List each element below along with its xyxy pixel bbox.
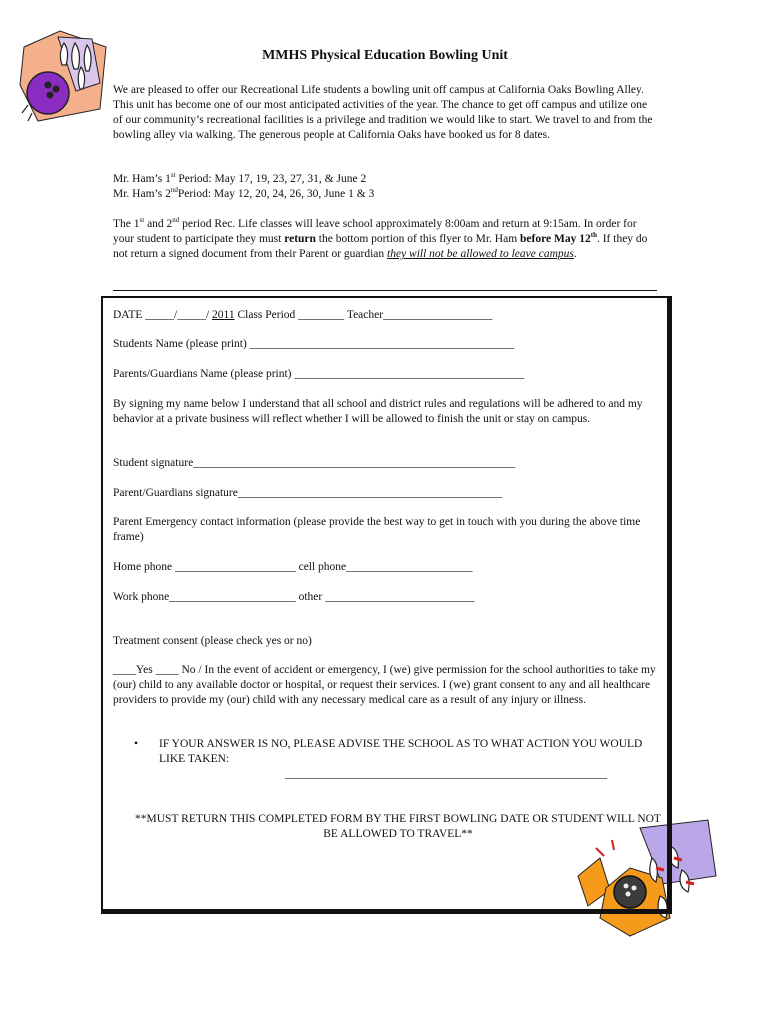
divider-line xyxy=(113,290,657,291)
consent-paragraph[interactable]: ____Yes ____ No / In the event of accident or emergency, I (we) give permission for the school authorities to take my (our) child to any available doctor or hospital, or request their services. I (we) grant consent to any and all healthcare providers to provide my (our) child with any necessary medical care as a result of any injury or illness. xyxy=(113,664,656,706)
notice-paragraph: The 1st and 2nd period Rec. Life classes will leave school approximately 8:00am and return at 9:15am. In order for your student to participate they must return the bottom portion of this flyer to Mr. Ham before May 12th. If they do not return a signed document from their Parent or guardian they will not be allowed to leave campus. xyxy=(113,216,648,260)
agreement-text: By signing my name below I understand that all school and district rules and regulations will be adhered to and my behavior at a private business will reflect whether I will be allowed to finish the unit or stay on campus. xyxy=(113,398,643,425)
intro-paragraph: We are pleased to offer our Recreational Life students a bowling unit off campus at California Oaks Bowling Alley. This unit has become one of our most anticipated activities of the year. The chance to get off campus and utilize one of our community’s recreational facilities is a privilege and tradition we would like to start. We travel to and from the bowling alley via walking. The generous people at California Oaks have booked us for 8 dates. xyxy=(113,84,653,141)
page-title: MMHS Physical Education Bowling Unit xyxy=(262,48,508,63)
bullet-icon: • xyxy=(134,738,139,750)
bowling-ball-clipart-icon xyxy=(18,25,114,127)
must-return-notice: **MUST RETURN THIS COMPLETED FORM BY THE FIRST BOWLING DATE OR STUDENT WILL NOT BE ALLOWED TO TRAVEL** xyxy=(135,813,661,840)
no-answer-instructions: IF YOUR ANSWER IS NO, PLEASE ADVISE THE SCHOOL AS TO WHAT ACTION YOU WOULD LIKE TAKEN: xyxy=(159,738,643,765)
no-answer-line[interactable]: ________________________________________________________ xyxy=(285,768,607,780)
parent-signature-field[interactable]: Parent/Guardians signature______________________________________________ xyxy=(113,487,503,499)
phone-fields[interactable]: Home phone _____________________ cell phone______________________ xyxy=(113,561,473,573)
student-name-field[interactable]: Students Name (please print) ______________________________________________ xyxy=(113,338,515,350)
schedule-period-2: Mr. Ham’s 2ndPeriod: May 12, 20, 24, 26, 30, June 1 & 3 xyxy=(113,186,375,200)
emergency-contact-label: Parent Emergency contact information (please provide the best way to get in touch with you during the above time frame) xyxy=(113,516,641,543)
student-signature-field[interactable]: Student signature________________________________________________________ xyxy=(113,457,516,469)
parent-name-field[interactable]: Parents/Guardians Name (please print) ________________________________________ xyxy=(113,368,525,380)
work-other-fields[interactable]: Work phone______________________ other __________________________ xyxy=(113,591,475,603)
schedule-period-1: Mr. Ham’s 1st Period: May 17, 19, 23, 27, 31, & June 2 xyxy=(113,171,367,185)
date-class-teacher-line[interactable]: DATE _____/_____/ 2011 Class Period ________ Teacher___________________ xyxy=(113,309,493,321)
treatment-consent-label: Treatment consent (please check yes or no) xyxy=(113,635,312,647)
